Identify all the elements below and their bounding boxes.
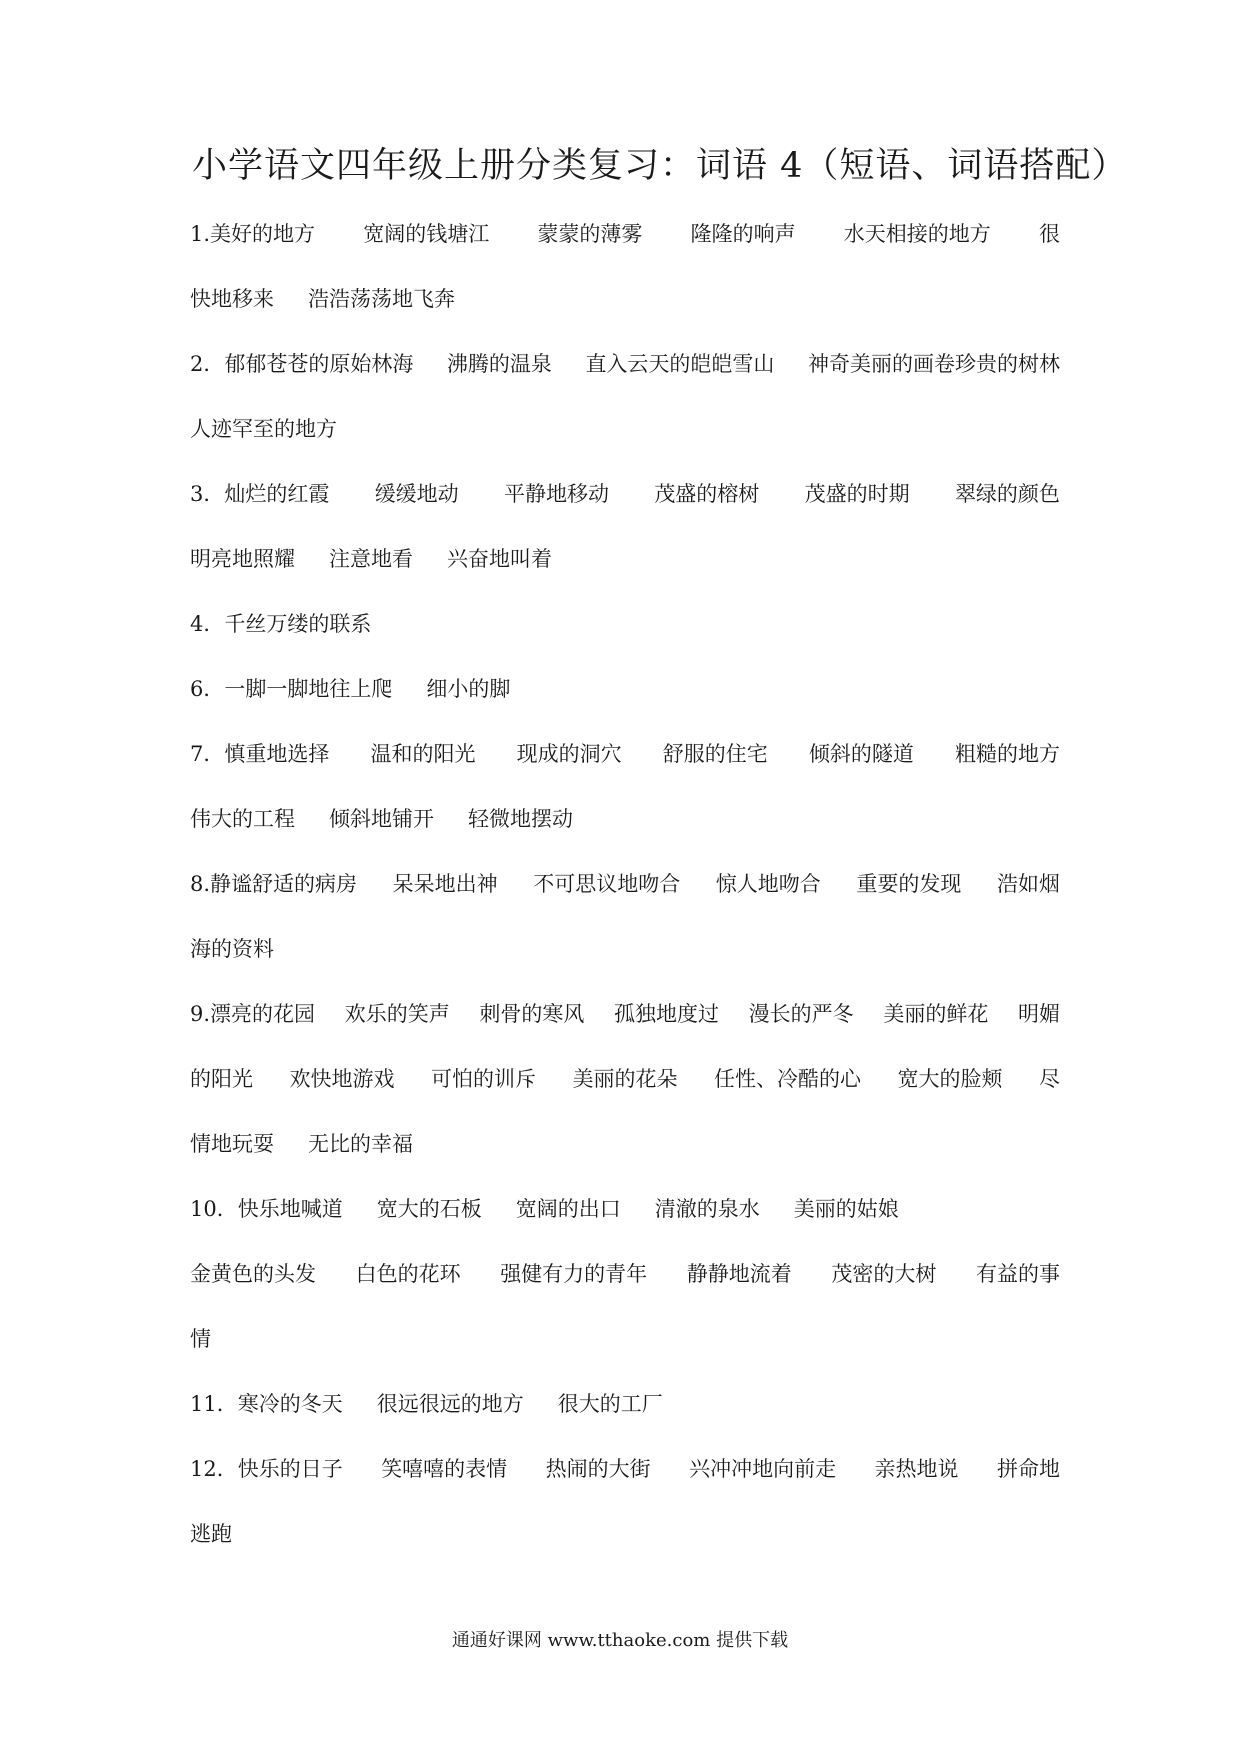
text-line <box>190 734 1060 799</box>
phrase: 的阳光 <box>190 1067 253 1091</box>
phrase: 浩如烟 <box>996 872 1060 896</box>
phrase: 刺骨的寒风 <box>479 1002 585 1026</box>
phrase: 无比的幸福 <box>308 1132 413 1156</box>
text-line <box>190 799 1060 864</box>
text-line <box>190 929 1060 994</box>
text-line <box>190 994 1060 1059</box>
phrase: 白色的花环 <box>355 1262 461 1286</box>
phrase: 宽阔的出口 <box>515 1197 621 1221</box>
phrase: 热闹的大街 <box>545 1457 651 1481</box>
text-line <box>190 214 1060 279</box>
phrase: 宽阔的钱塘江 <box>363 222 490 246</box>
phrase: 亲热地说 <box>874 1457 959 1481</box>
phrase: 任性、冷酷的心 <box>714 1067 861 1091</box>
phrase: 人迹罕至的地方 <box>190 417 337 441</box>
phrase: 明媚 <box>1017 1002 1060 1026</box>
phrase: 轻微地摆动 <box>468 807 573 831</box>
text-line <box>190 669 1060 734</box>
phrase: 静静地流着 <box>686 1262 792 1286</box>
phrase: 7．慎重地选择 <box>190 742 330 766</box>
phrase: 10．快乐地喊道 <box>190 1197 343 1221</box>
text-line <box>190 1319 1060 1384</box>
phrase: 欢乐的笑声 <box>344 1002 450 1026</box>
phrase: 强健有力的青年 <box>500 1262 648 1286</box>
phrase: 粗糙的地方 <box>955 742 1060 766</box>
phrase: 快地移来 <box>190 287 274 311</box>
phrase: 8.静谧舒适的病房 <box>190 872 358 896</box>
text-line <box>190 1254 1060 1319</box>
phrase: 隆隆的响声 <box>690 222 796 246</box>
phrase: 茂盛的时期 <box>804 482 910 506</box>
phrase: 平静地移动 <box>504 482 609 506</box>
text-line <box>190 539 1060 604</box>
phrase: 4．千丝万缕的联系 <box>190 612 372 636</box>
phrase: 逃跑 <box>190 1522 232 1546</box>
phrase: 漫长的严冬 <box>748 1002 854 1026</box>
phrase: 美丽的姑娘 <box>793 1197 899 1221</box>
text-line <box>190 1059 1060 1124</box>
phrase: 宽大的石板 <box>376 1197 482 1221</box>
phrase: 现成的洞穴 <box>516 742 622 766</box>
phrase: 沸腾的温泉 <box>446 352 552 376</box>
phrase-list <box>190 214 1060 1579</box>
phrase: 明亮地照耀 <box>190 547 295 571</box>
phrase: 倾斜地铺开 <box>329 807 434 831</box>
phrase: 重要的发现 <box>856 872 962 896</box>
phrase: 兴冲冲地向前走 <box>689 1457 837 1481</box>
phrase: 情 <box>190 1327 211 1351</box>
phrase: 美丽的鲜花 <box>883 1002 989 1026</box>
phrase: 惊人地吻合 <box>715 872 821 896</box>
phrase: 茂盛的榕树 <box>654 482 760 506</box>
phrase: 兴奋地叫着 <box>447 547 552 571</box>
phrase: 神奇美丽的画卷珍贵的树林 <box>807 352 1060 376</box>
phrase: 12．快乐的日子 <box>190 1457 343 1481</box>
phrase: 茂密的大树 <box>831 1262 937 1286</box>
phrase: 6．一脚一脚地往上爬 <box>190 677 393 701</box>
text-line <box>190 1514 1060 1579</box>
document-title: 小学语文四年级上册分类复习：词语 4（短语、词语搭配） <box>192 146 1128 186</box>
phrase: 很 <box>1038 222 1060 246</box>
phrase: 欢快地游戏 <box>289 1067 395 1091</box>
phrase: 舒服的住宅 <box>662 742 768 766</box>
text-line <box>190 1384 1060 1449</box>
phrase: 呆呆地出神 <box>392 872 498 896</box>
phrase: 2．郁郁苍苍的原始林海 <box>190 352 414 376</box>
phrase: 清澈的泉水 <box>654 1197 760 1221</box>
page-footer: 通通好课网 www.tthaoke.com 提供下载 <box>451 1630 789 1651</box>
phrase: 1.美好的地方 <box>190 222 316 246</box>
phrase: 很远很远的地方 <box>376 1392 524 1416</box>
phrase: 11．寒冷的冬天 <box>190 1392 343 1416</box>
phrase: 细小的脚 <box>426 677 511 701</box>
phrase: 伟大的工程 <box>190 807 295 831</box>
text-line <box>190 1189 1060 1254</box>
phrase: 直入云天的皑皑雪山 <box>585 352 775 376</box>
phrase: 3．灿烂的红霞 <box>190 482 330 506</box>
phrase: 倾斜的隧道 <box>808 742 914 766</box>
phrase: 浩浩荡荡地飞奔 <box>308 287 455 311</box>
phrase: 笑嘻嘻的表情 <box>381 1457 508 1481</box>
text-line <box>190 604 1060 669</box>
text-line <box>190 474 1060 539</box>
phrase: 宽大的脸颊 <box>897 1067 1003 1091</box>
phrase: 情地玩耍 <box>190 1132 274 1156</box>
text-line <box>190 344 1060 409</box>
phrase: 拼命地 <box>997 1457 1060 1481</box>
phrase: 不可思议地吻合 <box>533 872 681 896</box>
phrase: 9.漂亮的花园 <box>190 1002 316 1026</box>
phrase: 孤独地度过 <box>614 1002 720 1026</box>
phrase: 注意地看 <box>329 547 413 571</box>
phrase: 水天相接的地方 <box>843 222 991 246</box>
phrase: 美丽的花朵 <box>572 1067 678 1091</box>
phrase: 可怕的训斥 <box>431 1067 536 1091</box>
text-line <box>190 1124 1060 1189</box>
text-line <box>190 1449 1060 1514</box>
phrase: 尽 <box>1039 1067 1060 1091</box>
phrase: 海的资料 <box>190 937 274 961</box>
phrase: 有益的事 <box>975 1262 1060 1286</box>
phrase: 温和的阳光 <box>370 742 476 766</box>
text-line <box>190 409 1060 474</box>
phrase: 翠绿的颜色 <box>954 482 1060 506</box>
phrase: 缓缓地动 <box>374 482 459 506</box>
phrase: 很大的工厂 <box>557 1392 663 1416</box>
text-line <box>190 279 1060 344</box>
text-line <box>190 864 1060 929</box>
phrase: 蒙蒙的薄雾 <box>537 222 643 246</box>
phrase: 金黄色的头发 <box>190 1262 316 1286</box>
